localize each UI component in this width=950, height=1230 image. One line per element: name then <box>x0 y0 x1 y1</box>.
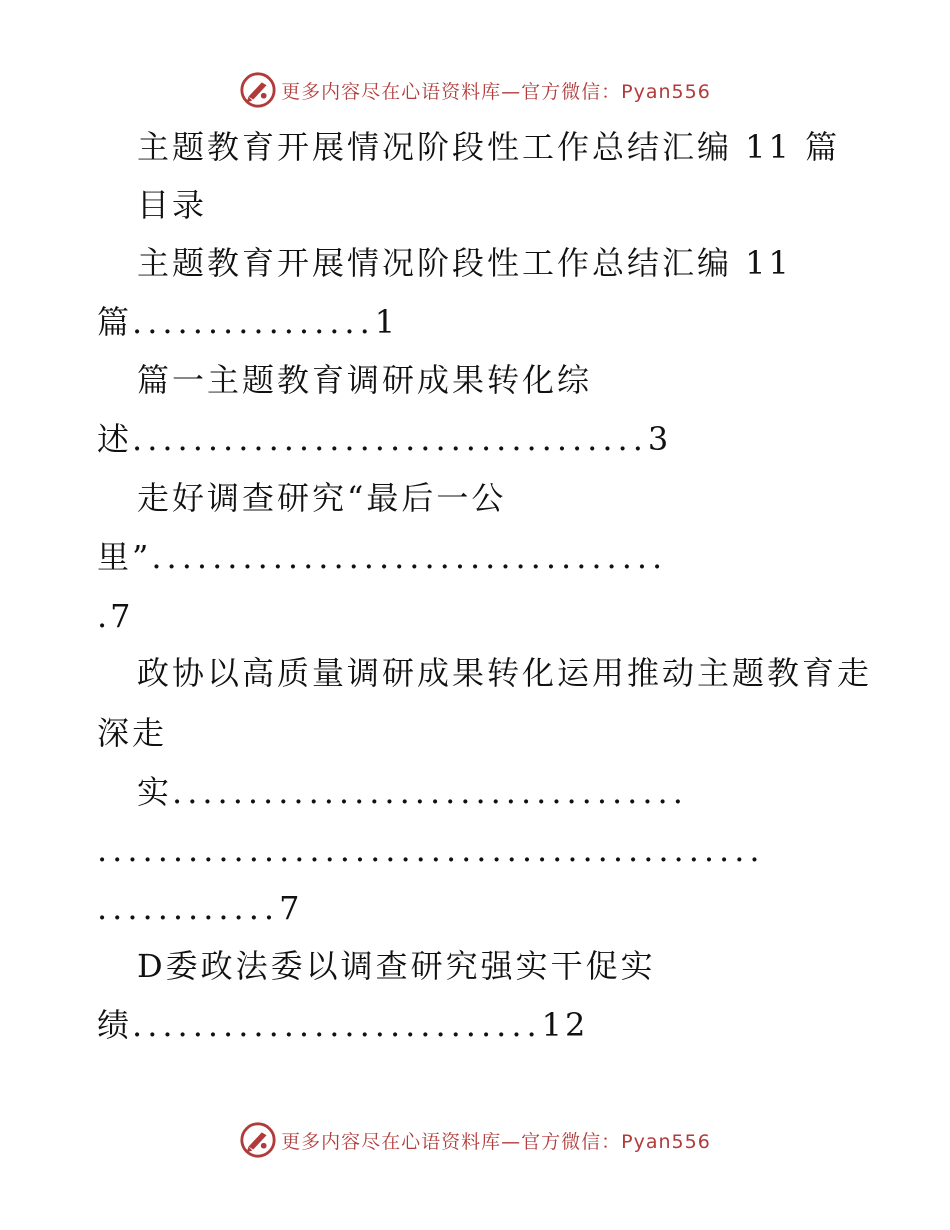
toc-entry-2-page: 3 <box>647 420 672 458</box>
toc-entry-4-dots-end: ............ <box>97 889 280 927</box>
toc-entry-4-title-cont: 深走 <box>97 714 168 752</box>
watermark-banner-top <box>0 68 950 112</box>
toc-entry-2-title-end: 述 <box>97 420 133 458</box>
watermark-banner-bottom <box>0 1118 950 1162</box>
watermark-text: 更多内容尽在心语资料库—官方微信：Pyan556 <box>281 80 711 103</box>
toc-entry-2-dots: .................................. <box>132 420 648 458</box>
document-title: 主题教育开展情况阶段性工作总结汇编 11 篇 <box>137 128 841 166</box>
toc-entry-1-page: 1 <box>374 303 399 341</box>
pen-logo-icon <box>239 1121 277 1159</box>
toc-entry-4-title-end: 实 <box>137 773 173 811</box>
pen-logo-icon <box>239 71 277 109</box>
toc-entry-3-title-end: 里” <box>97 538 152 576</box>
toc-entry-2-title: 篇一主题教育调研成果转化综 <box>137 361 593 399</box>
toc-entry-5-page: 12 <box>541 1006 589 1044</box>
toc-entry-3-leader <box>97 537 667 577</box>
toc-entry-4-title: 政协以高质量调研成果转化运用推动主题教育走 <box>137 654 873 692</box>
toc-entry-1-leader <box>97 302 398 342</box>
toc-entry-3-title: 走好调查研究“最后一公 <box>137 479 507 517</box>
watermark-text: 更多内容尽在心语资料库—官方微信：Pyan556 <box>281 1130 711 1153</box>
toc-heading: 目录 <box>137 186 208 224</box>
toc-entry-1-title: 主题教育开展情况阶段性工作总结汇编 11 <box>137 244 792 282</box>
toc-entry-4-dots-cont: ............................................ <box>97 831 765 869</box>
toc-entry-4-leader <box>137 772 688 812</box>
toc-entry-2-leader <box>97 419 671 459</box>
toc-entry-5-title-end: 绩 <box>97 1006 133 1044</box>
toc-entry-5-title: D委政法委以调查研究强实干促实 <box>137 947 656 985</box>
toc-entry-1-dots: ................ <box>132 303 375 341</box>
toc-entry-5-dots: ........................... <box>132 1006 542 1044</box>
toc-entry-3-page: .7 <box>97 597 134 635</box>
toc-entry-4-dots: .................................. <box>172 773 688 811</box>
toc-entry-1-title-end: 篇 <box>97 303 133 341</box>
toc-entry-5-leader <box>97 1005 588 1045</box>
toc-entry-3-dots: .................................. <box>151 538 668 576</box>
toc-entry-4-page: 7 <box>279 889 303 927</box>
toc-entry-4-leader-end <box>97 888 302 928</box>
